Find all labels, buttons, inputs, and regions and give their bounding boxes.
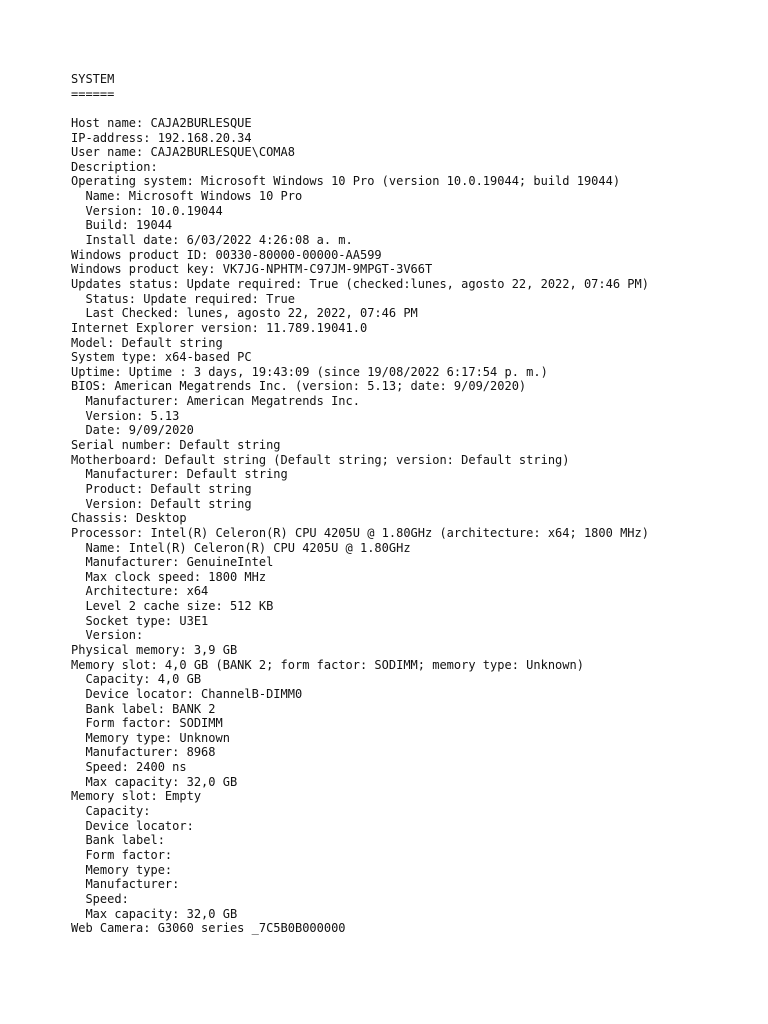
- info-line: Status: Update required: True: [71, 291, 295, 306]
- info-line: Updates status: Update required: True (checked:lunes, agosto 22, 2022, 07:46 PM): [71, 276, 649, 291]
- info-line: Last Checked: lunes, agosto 22, 2022, 07:46 PM: [71, 306, 418, 321]
- info-line: Architecture: x64: [71, 584, 209, 599]
- info-line: Memory type: Unknown: [71, 730, 230, 745]
- info-line: Name: Microsoft Windows 10 Pro: [71, 189, 303, 204]
- info-line: Bank label:: [71, 833, 165, 848]
- info-line: Physical memory: 3,9 GB: [71, 642, 238, 657]
- info-line: IP-address: 192.168.20.34: [71, 130, 252, 145]
- info-line: Date: 9/09/2020: [71, 423, 194, 438]
- info-line: Form factor: SODIMM: [71, 716, 223, 731]
- info-line: Manufacturer:: [71, 877, 180, 892]
- info-line: Version: 10.0.19044: [71, 203, 223, 218]
- info-line: Memory type:: [71, 862, 173, 877]
- info-line: Install date: 6/03/2022 4:26:08 a. m.: [71, 233, 353, 248]
- info-line: Max capacity: 32,0 GB: [71, 906, 238, 921]
- info-line: Chassis: Desktop: [71, 511, 187, 526]
- info-line: Device locator:: [71, 818, 194, 833]
- info-line: Capacity: 4,0 GB: [71, 672, 202, 687]
- info-line: BIOS: American Megatrends Inc. (version: 5.13; date: 9/09/2020): [71, 379, 527, 394]
- info-line: Version: Default string: [71, 496, 252, 511]
- info-line: Name: Intel(R) Celeron(R) CPU 4205U @ 1.80GHz: [71, 540, 411, 555]
- info-line: Form factor:: [71, 847, 173, 862]
- info-line: Processor: Intel(R) Celeron(R) CPU 4205U @ 1.80GHz (architecture: x64; 1800 MHz): [71, 525, 649, 540]
- info-line: Level 2 cache size: 512 KB: [71, 599, 274, 614]
- info-line: Serial number: Default string: [71, 438, 281, 453]
- info-line: Version: 5.13: [71, 408, 180, 423]
- info-line: Device locator: ChannelB-DIMM0: [71, 686, 303, 701]
- info-line: Windows product ID: 00330-80000-00000-AA599: [71, 247, 382, 262]
- info-lines: [71, 116, 761, 936]
- info-line: Operating system: Microsoft Windows 10 Pro (version 10.0.19044; build 19044): [71, 174, 621, 189]
- info-line: Socket type: U3E1: [71, 613, 209, 628]
- info-line: Bank label: BANK 2: [71, 701, 216, 716]
- info-line: Motherboard: Default string (Default string; version: Default string): [71, 452, 570, 467]
- info-line: Uptime: Uptime : 3 days, 19:43:09 (since 19/08/2022 6:17:54 p. m.): [71, 364, 548, 379]
- info-line: Manufacturer: American Megatrends Inc.: [71, 394, 360, 409]
- info-line: Memory slot: Empty: [71, 789, 202, 804]
- info-line: Speed: 2400 ns: [71, 760, 187, 775]
- info-line: Manufacturer: 8968: [71, 745, 216, 760]
- section-heading-underline: ======: [71, 86, 115, 101]
- info-line: Build: 19044: [71, 218, 173, 233]
- info-line: Product: Default string: [71, 481, 252, 496]
- info-line: Max capacity: 32,0 GB: [71, 774, 238, 789]
- info-line: Manufacturer: Default string: [71, 467, 288, 482]
- info-line: Manufacturer: GenuineIntel: [71, 555, 274, 570]
- system-info-document: [71, 72, 761, 936]
- info-line: Capacity:: [71, 804, 151, 819]
- info-line: Max clock speed: 1800 MHz: [71, 569, 267, 584]
- info-line: Model: Default string: [71, 335, 223, 350]
- info-line: Host name: CAJA2BURLESQUE: [71, 115, 252, 130]
- info-line: Version:: [71, 628, 144, 643]
- info-line: Memory slot: 4,0 GB (BANK 2; form factor: SODIMM; memory type: Unknown): [71, 657, 584, 672]
- blank-line: [71, 101, 761, 116]
- info-line: Web Camera: G3060 series _7C5B0B000000: [71, 921, 346, 936]
- section-heading: SYSTEM: [71, 72, 115, 86]
- info-line: Internet Explorer version: 11.789.19041.0: [71, 320, 368, 335]
- info-line: User name: CAJA2BURLESQUE\COMA8: [71, 145, 295, 160]
- info-line: Windows product key: VK7JG-NPHTM-C97JM-9MPGT-3V66T: [71, 262, 433, 277]
- info-line: Speed:: [71, 891, 129, 906]
- info-line: System type: x64-based PC: [71, 350, 252, 365]
- info-line: Description:: [71, 159, 158, 174]
